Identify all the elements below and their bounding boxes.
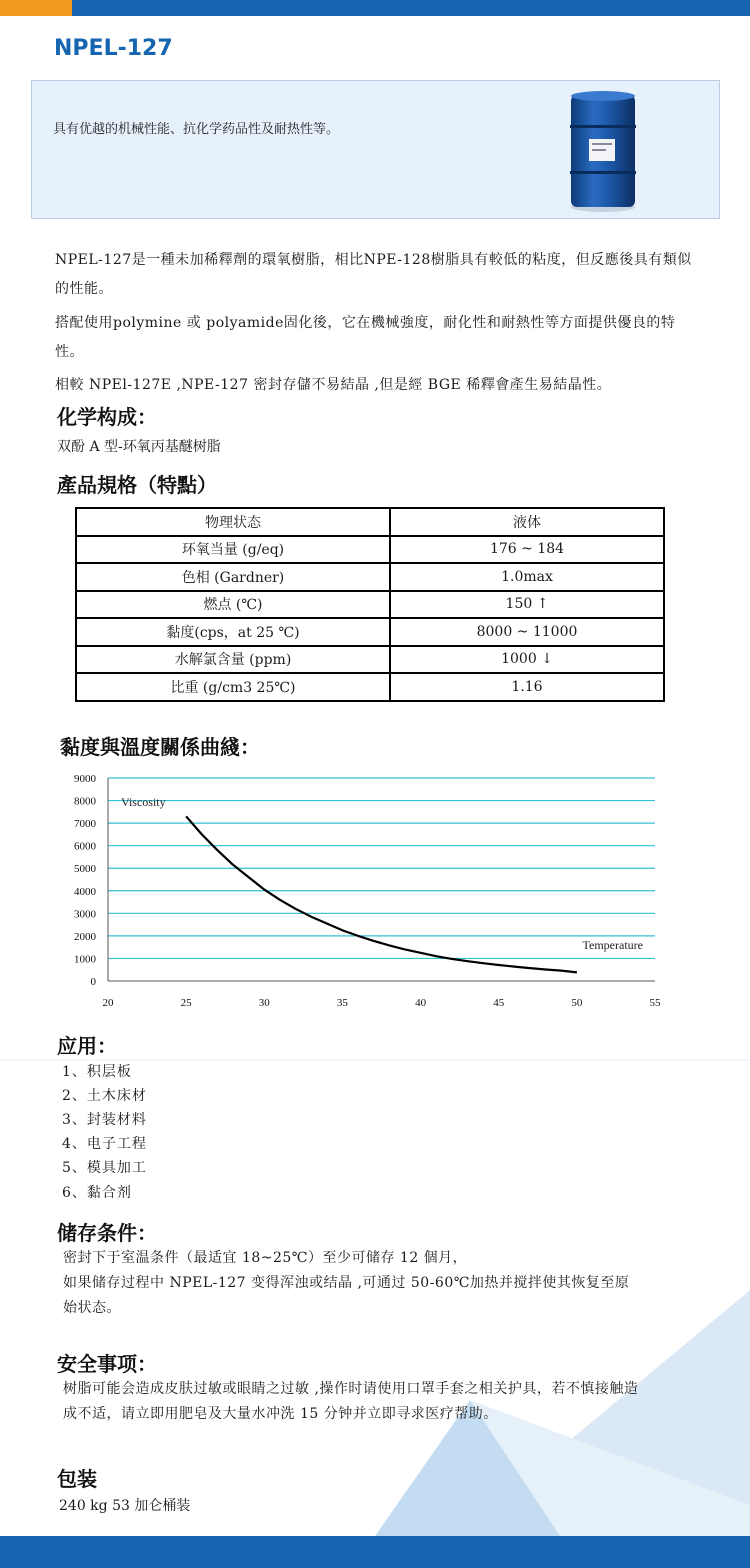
safety-heading: 安全事项： (57, 1352, 157, 1376)
top-accent-block (0, 0, 72, 16)
spec-value: 1000 ↓ (390, 646, 664, 674)
y-tick-label: 8000 (74, 795, 96, 808)
packaging-heading: 包装 (57, 1467, 97, 1491)
top-brand-bar (0, 0, 750, 16)
table-row (76, 646, 664, 674)
product-title: NPEL-127 (54, 36, 173, 61)
spec-label: 比重 (g/cm3 25℃) (76, 673, 390, 701)
list-item: 1、积层板 (62, 1064, 132, 1080)
table-row (76, 591, 664, 619)
x-tick-label: 20 (102, 997, 114, 1009)
list-item: 2、土木床材 (62, 1088, 147, 1104)
list-item: 4、电子工程 (62, 1136, 147, 1152)
spec-value: 1.0max (390, 563, 664, 591)
spec-heading: 產品規格（特點） (57, 473, 217, 497)
spec-value: 1.16 (390, 673, 664, 701)
table-row (76, 618, 664, 646)
intro-panel (31, 80, 720, 219)
list-item: 3、封装材料 (62, 1112, 147, 1128)
y-tick-label: 7000 (74, 818, 96, 831)
storage-line: 如果储存过程中 NPEL-127 变得浑浊或结晶 ,可通过 50-60℃加热并搅拌使其恢复至原始状态。 (63, 1275, 630, 1316)
spec-label: 环氧当量 (g/eq) (76, 536, 390, 564)
y-tick-label: 2000 (74, 930, 96, 943)
viscosity-temperature-chart (60, 766, 680, 1018)
safety-text: 树脂可能会造成皮肤过敏或眼睛之过敏 ,操作时请使用口罩手套之相关护具，若不慎接触造成不适，请立即用肥皂及大量水冲洗 15 分钟并立即寻求医疗帮助。 (63, 1381, 639, 1422)
description-paragraph: NPEL-127是一種未加稀釋劑的環氧樹脂，相比NPE-128樹脂具有較低的粘度，但反應後具有類似的性能。 (55, 252, 692, 297)
composition-heading: 化学构成： (57, 405, 157, 429)
viscosity-series-line (186, 816, 577, 972)
applications-heading: 应用： (57, 1034, 117, 1058)
x-tick-label: 35 (336, 997, 348, 1009)
x-tick-label: 45 (493, 997, 505, 1009)
x-tick-label: 25 (180, 997, 192, 1009)
y-tick-label: 6000 (74, 840, 96, 853)
y-tick-label: 4000 (74, 885, 96, 898)
spec-label: 黏度(cps，at 25 ℃) (76, 618, 390, 646)
x-tick-label: 55 (649, 997, 661, 1009)
spec-label: 燃点 (℃) (76, 591, 390, 619)
spec-value: 液体 (390, 508, 664, 536)
table-row (76, 536, 664, 564)
x-axis-label: Temperature (582, 938, 643, 952)
composition-text: 双酚 A 型-环氧丙基醚树脂 (57, 439, 221, 455)
table-row (76, 563, 664, 591)
y-tick-label: 5000 (74, 863, 96, 876)
x-tick-label: 50 (571, 997, 583, 1009)
table-row (76, 673, 664, 701)
spec-label: 水解氯含量 (ppm) (76, 646, 390, 674)
steel-drum-icon (569, 89, 637, 213)
intro-text: 具有优越的机械性能、抗化学药品性及耐热性等。 (53, 122, 340, 137)
description-paragraph: 搭配使用polymine 或 polyamide固化後，它在機械強度，耐化性和耐熱性等方面提供優良的特性。 (55, 315, 676, 360)
spec-value: 150 ↑ (390, 591, 664, 619)
list-item: 6、黏合剂 (62, 1185, 132, 1201)
spec-table (75, 507, 665, 702)
spec-label: 物理状态 (76, 508, 390, 536)
list-item: 5、模具加工 (62, 1160, 147, 1176)
table-row (76, 508, 664, 536)
spec-label: 色相 (Gardner) (76, 563, 390, 591)
y-tick-label: 0 (90, 976, 96, 988)
packaging-text: 240 kg 53 加仑桶装 (59, 1498, 191, 1514)
y-axis-label: Viscosity (121, 795, 166, 809)
y-tick-label: 9000 (74, 773, 96, 785)
x-tick-label: 30 (258, 997, 270, 1009)
spec-value: 176 ~ 184 (390, 536, 664, 564)
bottom-brand-bar (0, 1536, 750, 1568)
curve-heading: 黏度與溫度關係曲綫： (60, 735, 260, 759)
x-tick-label: 40 (415, 997, 427, 1009)
y-tick-label: 3000 (74, 908, 96, 921)
spec-value: 8000 ~ 11000 (390, 618, 664, 646)
storage-heading: 储存条件： (57, 1221, 157, 1245)
description-paragraph: 相較 NPEl-127E ,NPE-127 密封存儲不易結晶 ,但是經 BGE 稀釋會產生易結晶性。 (55, 377, 612, 393)
storage-line: 密封下于室温条件（最适宜 18~25℃）至少可储存 12 個月， (63, 1250, 468, 1266)
y-tick-label: 1000 (74, 953, 96, 966)
